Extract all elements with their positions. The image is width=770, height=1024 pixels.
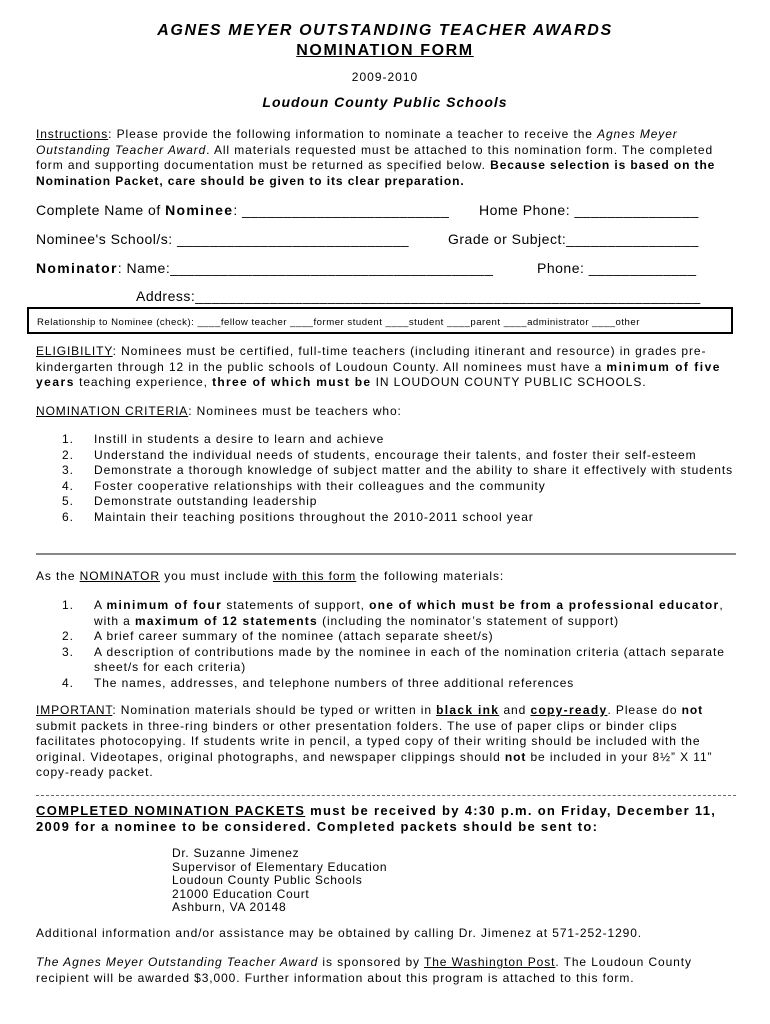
award-name: Agnes Meyer Outstanding Teacher Award	[36, 127, 678, 157]
eligibility-paragraph	[36, 344, 736, 391]
nominator-phone-field[interactable]: Phone: _____________	[537, 260, 697, 276]
district-name: Loudoun County Public Schools	[262, 94, 508, 110]
list-text: (including the nominator’s statement of support)	[317, 613, 619, 628]
list-number: 3.	[62, 463, 74, 477]
materials-intro-e: the following materials:	[356, 569, 505, 583]
nominator-name-blank[interactable]: : Name:_______________________________________	[117, 260, 494, 276]
eligibility-text-3: IN LOUDOUN COUNTY PUBLIC SCHOOLS.	[371, 375, 647, 389]
materials-intro-a: As the	[36, 569, 80, 583]
important-text-1: : Nomination materials should be typed or written in	[112, 703, 437, 717]
nominee-name-field[interactable]	[36, 202, 449, 218]
list-item	[36, 598, 736, 629]
eligibility-label: ELIGIBILITY	[36, 344, 113, 358]
list-text-bold: minimum of four	[106, 598, 223, 612]
important-paragraph	[36, 703, 736, 781]
sponsor-paragraph	[36, 955, 736, 986]
relationship-checklist[interactable]: Relationship to Nominee (check): ____fellow teacher ____former student ____student ____parent ____administrator ____other	[37, 317, 640, 328]
address-line: Loudoun County Public Schools	[172, 873, 363, 887]
sponsor-text-2: . The Loudoun County recipient will be awarded $3,000. Further information about this program is attached to this form.	[36, 955, 692, 985]
nominator-address-field[interactable]: Address:_____________________________________________________________	[136, 288, 701, 304]
form-title: AGNES MEYER OUTSTANDING TEACHER AWARDS	[157, 22, 613, 39]
dashed-divider	[36, 795, 736, 796]
important-black-ink: black ink	[436, 703, 500, 717]
sponsor-text-1: is sponsored by	[318, 955, 424, 969]
list-text: Foster cooperative relationships with their colleagues and the community	[94, 478, 546, 493]
deadline-label: COMPLETED NOMINATION PACKETS	[36, 803, 306, 818]
list-text: The names, addresses, and telephone numbers of three additional references	[94, 675, 575, 690]
eligibility-text-1: : Nominees must be certified, full-time teachers (including itinerant and resource) in grades pre-kindergarten through 12 in the public schools of Loudoun County. All nominees must have a	[36, 344, 707, 374]
deadline-paragraph	[36, 803, 736, 835]
list-number: 4.	[62, 675, 74, 690]
relationship-box	[27, 307, 733, 334]
eligibility-bold-1: minimum of five years	[36, 359, 721, 389]
materials-intro-nominator: NOMINATOR	[79, 569, 160, 583]
instructions-paragraph	[36, 127, 736, 189]
nominee-school-field[interactable]: Nominee's School/s: ____________________________	[36, 231, 410, 247]
sponsor-newspaper: The Washington Post	[423, 955, 556, 969]
instructions-bold: Because selection is based on the Nomination Packet, care should be given to its clear preparation.	[36, 158, 716, 188]
address-line: Ashburn, VA 20148	[172, 900, 287, 914]
nominee-label-bold: Nominee	[165, 202, 234, 218]
materials-intro	[36, 569, 736, 585]
nominator-name-field[interactable]	[36, 260, 493, 276]
list-text-bold: one of which must be from a professional educator	[369, 598, 720, 612]
nominee-name-blank[interactable]: : _________________________	[233, 202, 450, 218]
criteria-intro: : Nominees must be teachers who:	[188, 404, 402, 418]
sponsor-award-name: The Agnes Meyer Outstanding Teacher Award	[36, 955, 319, 969]
home-phone-field[interactable]: Home Phone: _______________	[479, 202, 699, 218]
criteria-list	[36, 432, 736, 525]
list-item	[36, 463, 736, 479]
list-text: A description of contributions made by the nominee in each of the nomination criteria (attach separate sheet/s for each criteria)	[94, 644, 725, 674]
list-text: A	[94, 598, 107, 612]
list-text: Understand the individual needs of students, encourage their talents, and foster their self-esteem	[94, 447, 697, 462]
important-not-1: not	[681, 703, 704, 717]
instructions-text-1: : Please provide the following information to nominate a teacher to receive the	[108, 127, 598, 141]
address-line: 21000 Education Court	[172, 886, 310, 901]
list-item	[36, 448, 736, 464]
list-item	[36, 676, 736, 692]
list-text: Demonstrate a thorough knowledge of subject matter and the ability to share it effectively with students	[94, 463, 734, 477]
important-label: IMPORTANT	[36, 703, 113, 717]
list-number: 5.	[62, 494, 74, 508]
criteria-heading	[36, 404, 736, 420]
instructions-label: Instructions	[36, 127, 109, 141]
list-number: 1.	[62, 598, 74, 612]
important-text-4: submit packets in three-ring binders or other presentation folders. The use of paper clips or binder clips facilitates photocopying. If students write in pencil, a typed copy of their writing should be included with the original. Videotapes, original photographs, and newspaper clippings should	[36, 718, 701, 764]
nominator-label: Nominator	[36, 260, 118, 276]
materials-list	[36, 598, 736, 691]
list-number: 1.	[62, 432, 74, 446]
important-not-2: not	[504, 749, 527, 764]
list-number: 4.	[62, 478, 74, 493]
important-copy-ready: copy-ready	[530, 703, 608, 717]
list-item	[36, 510, 736, 526]
criteria-label: NOMINATION CRITERIA	[36, 404, 189, 418]
additional-info: Additional information and/or assistance may be obtained by calling Dr. Jimenez at 571-252-1290.	[36, 926, 643, 940]
list-item	[36, 432, 736, 448]
list-text: statements of support,	[222, 598, 370, 612]
list-item	[36, 494, 736, 510]
deadline-text: must be received by 4:30 p.m. on Friday, December 11, 2009 for a nominee to be considered. Completed packets should be sent to:	[36, 803, 717, 834]
section-divider	[36, 553, 736, 555]
mailing-address	[172, 847, 387, 915]
instructions-text-2: . All materials requested must be attached to this nomination form. The completed form and supporting documentation must be returned as specified below.	[36, 142, 714, 172]
subtitle-text: NOMINATION FORM	[296, 42, 474, 59]
list-number: 2.	[62, 629, 74, 643]
list-number: 2.	[62, 447, 74, 462]
address-line: Dr. Suzanne Jimenez	[172, 846, 300, 860]
list-text: Maintain their teaching positions throughout the 2010-2011 school year	[94, 509, 534, 524]
list-text-bold: maximum of 12 statements	[134, 613, 318, 628]
important-text-3: . Please do	[607, 703, 682, 717]
list-text: Demonstrate outstanding leadership	[94, 494, 318, 508]
list-number: 3.	[62, 644, 74, 659]
school-year: 2009-2010	[351, 70, 419, 84]
eligibility-text-2: teaching experience,	[74, 375, 213, 389]
eligibility-bold-2: three of which must be	[212, 375, 372, 389]
list-item	[36, 645, 736, 676]
list-number: 6.	[62, 509, 74, 524]
list-item	[36, 479, 736, 495]
form-subtitle	[0, 42, 770, 60]
list-item	[36, 629, 736, 645]
important-text-5: be included in your 8½” X 11” copy-ready packet.	[36, 749, 713, 779]
list-text: , with a	[94, 598, 724, 628]
materials-intro-c: you must include	[159, 569, 273, 583]
important-text-2: and	[499, 703, 531, 717]
list-text: A brief career summary of the nominee (attach separate sheet/s)	[94, 629, 494, 643]
list-text: Instill in students a desire to learn and achieve	[94, 432, 385, 446]
grade-subject-field[interactable]: Grade or Subject:________________	[448, 231, 699, 247]
nominee-name-label: Complete Name of	[36, 202, 166, 218]
materials-intro-form: with this form	[272, 569, 357, 583]
address-line: Supervisor of Elementary Education	[172, 859, 388, 874]
